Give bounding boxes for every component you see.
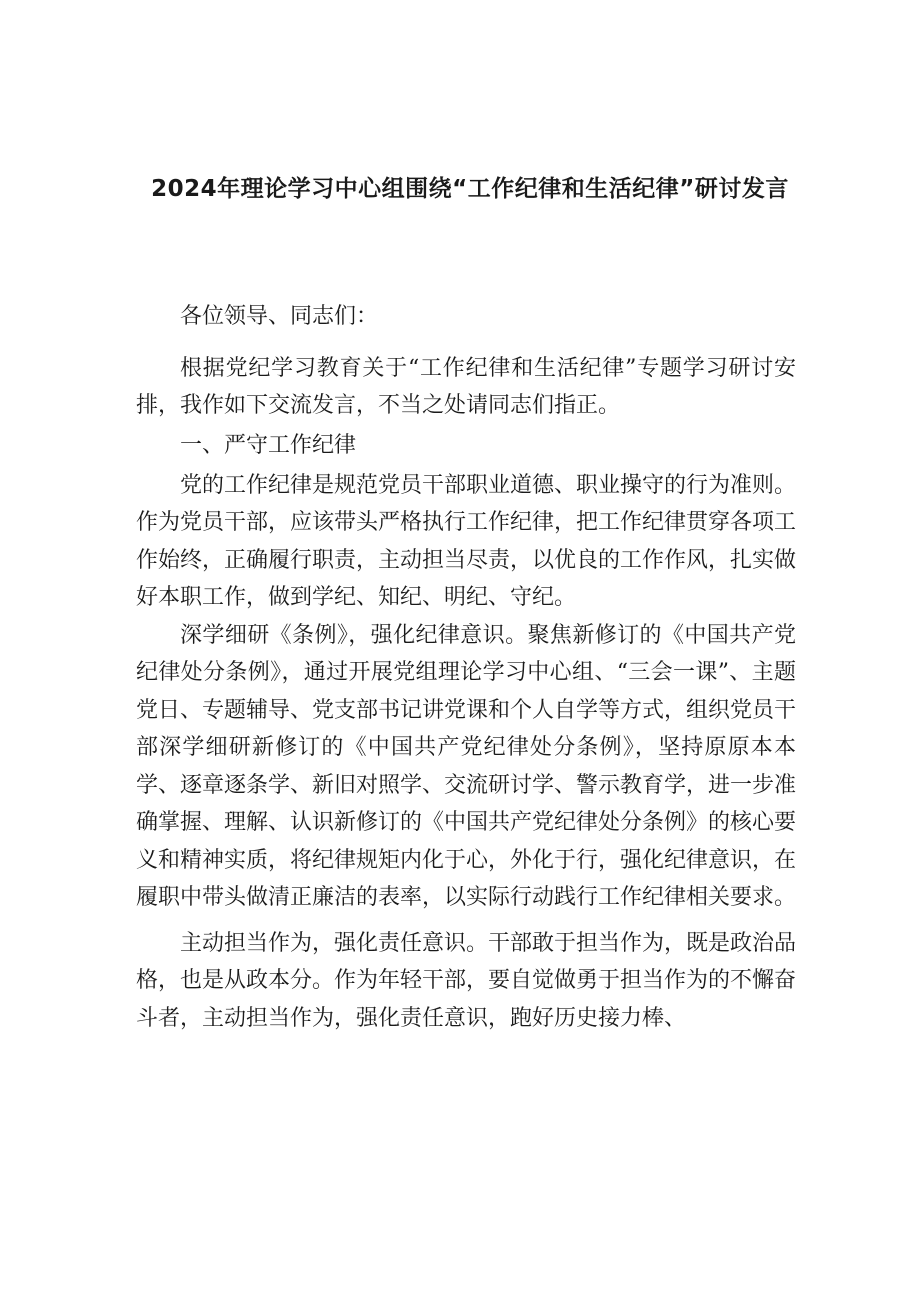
document-title: 2024年理论学习中心组围绕“工作纪律和生活纪律”研讨发言: [151, 176, 789, 202]
document-body: [136, 298, 796, 1037]
body-paragraph: 党的工作纪律是规范党员干部职业道德、职业操守的行为准则。作为党员干部，应该带头严格执行工作纪律，把工作纪律贯穿各项工作始终，正确履行职责，主动担当尽责，以优良的工作作风，扎实做好本职工作，做到学纪、知纪、明纪、守纪。: [136, 472, 797, 610]
body-paragraph: 主动担当作为，强化责任意识。干部敢于担当作为，既是政治品格，也是从政本分。作为年轻干部，要自觉做勇于担当作为的不懈奋斗者，主动担当作为，强化责任意识，跑好历史接力棒、: [136, 930, 797, 1031]
intro-paragraph: 根据党纪学习教育关于“工作纪律和生活纪律”专题学习研讨安排，我作如下交流发言，不当之处请同志们指正。: [136, 355, 796, 418]
section-heading: 一、严守工作纪律: [180, 432, 357, 458]
salutation: 各位领导、同志们：: [180, 304, 379, 329]
body-paragraph: 深学细研《条例》，强化纪律意识。聚焦新修订的《中国共产党纪律处分条例》，通过开展党组理论学习中心组、“三会一课”、主题党日、专题辅导、党支部书记讲党课和个人自学等方式，组织党员干部深学细研新修订的《中国共产党纪律处分条例》，坚持原原本本学、逐章逐条学、新旧对照学、交流研讨学、警示教育学，进一步准确掌握、理解、认识新修订的《中国共产党纪律处分条例》的核心要义和精神实质，将纪律规矩内化于心，外化于行，强化纪律意识，在履职中带头做清正廉洁的表率，以实际行动践行工作纪律相关要求。: [136, 622, 797, 910]
